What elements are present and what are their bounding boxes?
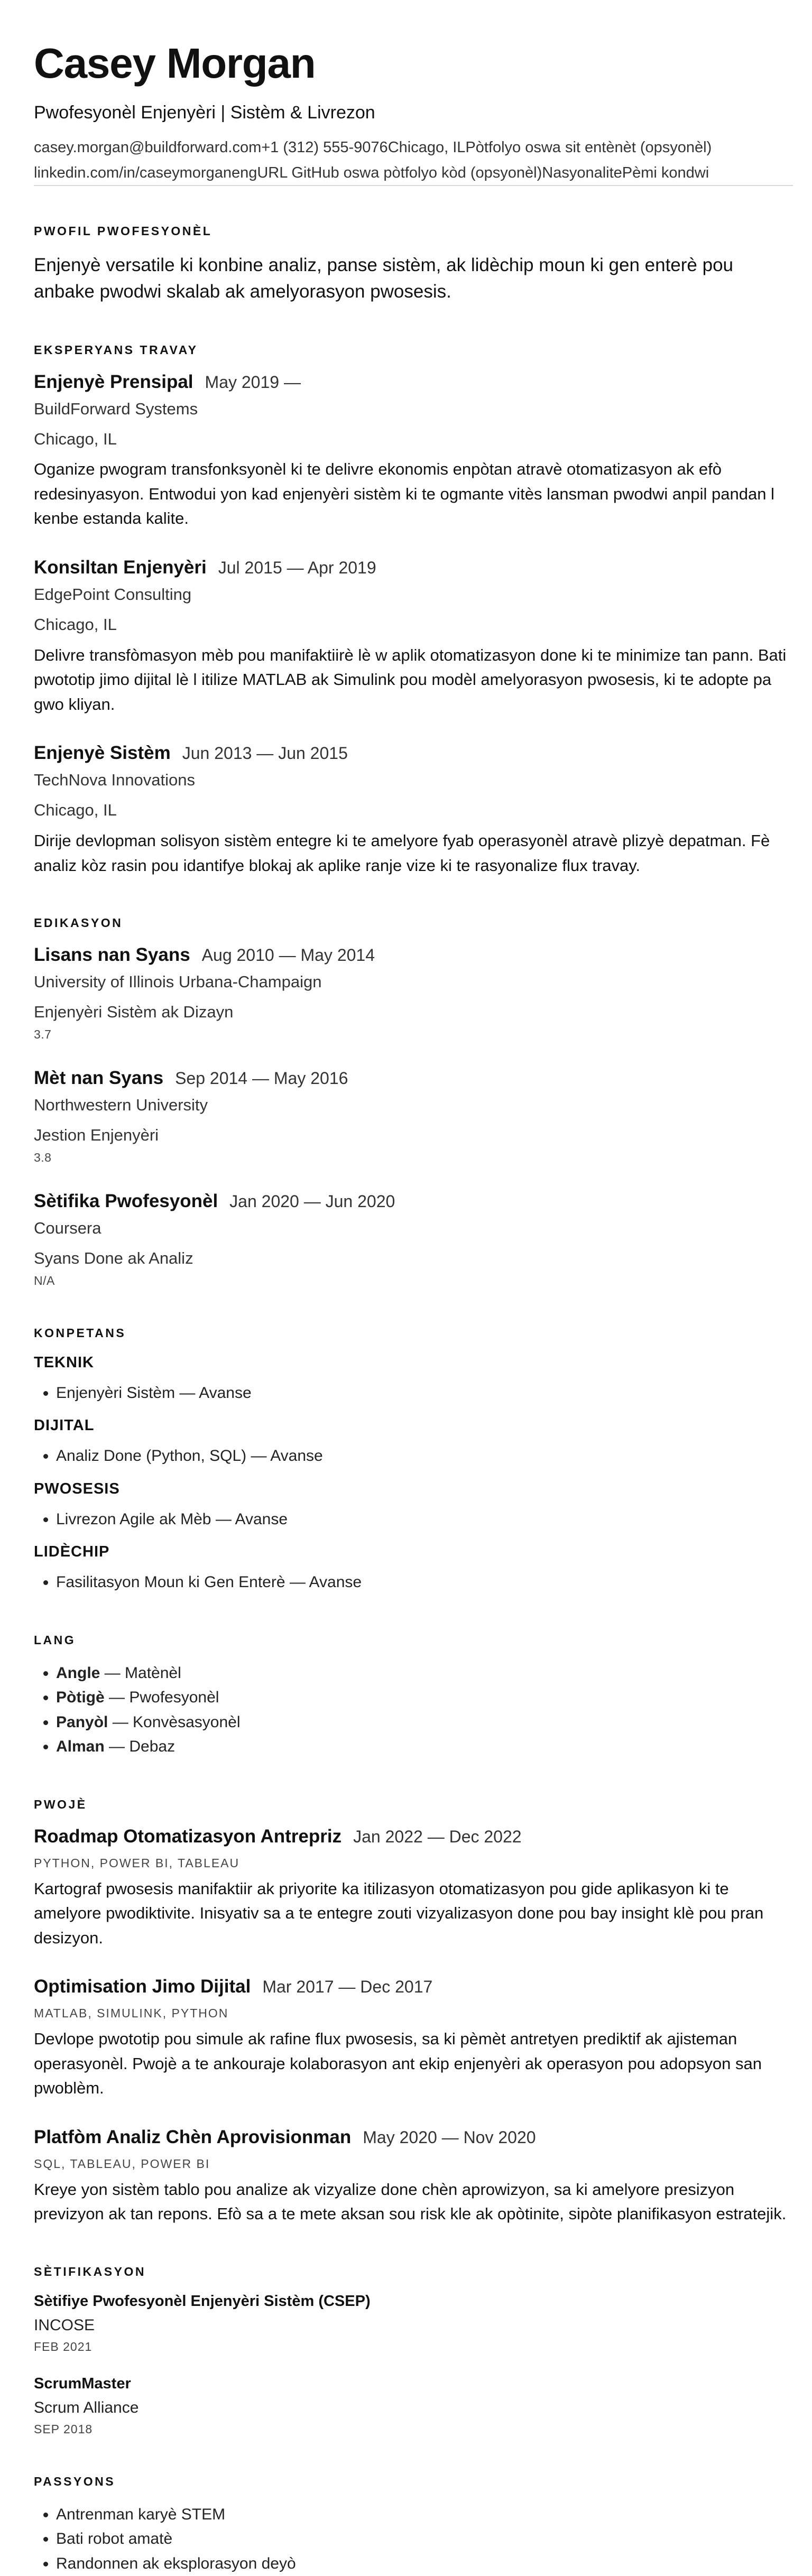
project-tags: MATLAB, SIMULINK, PYTHON — [34, 2006, 229, 2021]
project-description: Kreye yon sistèm tablo pou analize ak vizyalize done chèn aprowizyon, sa ki amelyore presizyon previzyon ak tan repons. Efò sa a te mete aksan sou risk kle ak opòtinite, sipòte planifikasyon estratejik. — [34, 2180, 787, 2223]
language-item — [56, 1661, 791, 1686]
education-entry — [34, 1190, 791, 1288]
hobby-item: • Antrenman karyè STEM — [56, 2503, 791, 2527]
hobby-item: • Bati robot amatè — [56, 2527, 791, 2552]
degree-title: Lisans nan Syans — [34, 944, 190, 966]
project-title: Platfòm Analiz Chèn Aprovisionman — [34, 2126, 352, 2147]
field-of-study: Enjenyèri Sistèm ak Dizayn — [34, 1003, 234, 1022]
contact-info — [34, 138, 791, 183]
project-dates: Jan 2022 — Dec 2022 — [353, 1827, 522, 1846]
language-name: Alman — [56, 1738, 105, 1756]
projects-heading: PWOJÈ — [34, 1797, 87, 1811]
school-name: Northwestern University — [34, 1096, 208, 1115]
skill-category: PWOSESIS — [34, 1480, 120, 1497]
school-name: University of Illinois Urbana-Champaign — [34, 972, 322, 992]
certifications-heading: SÈTIFIKASYON — [34, 2264, 146, 2278]
certification-date: SEP 2018 — [34, 2422, 93, 2436]
skill-category: TEKNIK — [34, 1354, 94, 1371]
summary-text: Enjenyè versatile ki konbine analiz, panse sistèm, ak lidèchip moun ki gen enterè pou anbake pwodwi skalab ak amelyorasyon pwosesis. — [34, 254, 733, 302]
job-location: Chicago, IL — [34, 801, 117, 820]
job-description: Delivre transfòmasyon mèb pou manifaktiirè lè w aplik otomatizasyon done ki te minimize tan pann. Bati pwototip jimo dijital lè l itilize MATLAB ak Simulink pou modèl amelyorasyon pwosesis, ki te adopte pa gwo kliyan. — [34, 645, 787, 714]
language-level: — Konvèsasyonèl — [108, 1713, 241, 1731]
degree-title: Sètifika Pwofesyonèl — [34, 1190, 218, 1211]
job-company: TechNova Innovations — [34, 771, 196, 790]
project-entry — [34, 2126, 791, 2227]
skill-category: LIDÈCHIP — [34, 1543, 110, 1561]
experience-heading: EKSPERYANS TRAVAY — [34, 342, 198, 357]
languages-list — [34, 1661, 791, 1759]
job-dates: Jun 2013 — Jun 2015 — [182, 744, 348, 763]
gpa: 3.7 — [34, 1027, 52, 1042]
summary-heading: PWOFIL PWOFESYONÈL — [34, 224, 213, 238]
skill-item: • Analiz Done (Python, SQL) — Avanse — [56, 1444, 791, 1469]
contact-phone[interactable]: +1 (312) 555-9076 — [261, 139, 388, 156]
project-dates: May 2020 — Nov 2020 — [363, 2127, 536, 2147]
job-title: Konsiltan Enjenyèri — [34, 557, 207, 578]
language-name: Angle — [56, 1664, 100, 1682]
language-level: — Pwofesyonèl — [104, 1689, 219, 1707]
job-description: Dirije devlopman solisyon sistèm entegre ki te amelyore fyab operasyonèl atravè plizyè depatman. Fè analiz kòz rasin pou idantifye blokaj ak aplike ranje vize ki te rasyonalize flux travay. — [34, 831, 770, 875]
project-dates: Mar 2017 — Dec 2017 — [262, 1977, 433, 1997]
skill-group — [34, 1354, 791, 1406]
job-location: Chicago, IL — [34, 429, 117, 448]
skill-group — [34, 1417, 791, 1469]
experience-entry — [34, 371, 791, 531]
project-description: Devlope pwototip pou simule ak rafine flux pwosesis, sa ki pèmèt antretyen prediktif ak ajisteman operasyonèl. Pwojè a te ankouraje kolaborasyon ant ekip enjenyèri ak operasyon pou adopsyon san pwoblèm. — [34, 2030, 762, 2098]
contact-drivers-license: Pèmi kondwi — [622, 164, 709, 182]
degree-dates: Sep 2014 — May 2016 — [175, 1069, 348, 1088]
certification-issuer: Scrum Alliance — [34, 2398, 139, 2416]
project-description: Kartograf pwosesis manifaktiir ak priyorite ka itilizasyon otomatizasyon pou gide aplikasyon ki te amelyore pwodiktivite. Inisyativ sa a te entegre zouti vizyalizasyon done pou bay insight klè pou pran desizyon. — [34, 1879, 764, 1947]
language-level: — Debaz — [104, 1738, 176, 1756]
skill-item: • Livrezon Agile ak Mèb — Avanse — [56, 1507, 791, 1532]
project-tags: SQL, TABLEAU, POWER BI — [34, 2156, 210, 2171]
contact-line-1 — [34, 138, 791, 157]
degree-dates: Jan 2020 — Jun 2020 — [229, 1191, 395, 1211]
header-divider — [34, 185, 793, 186]
project-title: Roadmap Otomatizasyon Antrepriz — [34, 1826, 342, 1847]
skill-item: • Fasilitasyon Moun ki Gen Enterè — Avanse — [56, 1570, 791, 1595]
skill-category: DIJITAL — [34, 1417, 95, 1434]
language-name: Pòtigè — [56, 1689, 105, 1707]
candidate-headline: Pwofesyonèl Enjenyèri | Sistèm & Livrezon — [34, 103, 375, 123]
experience-entry — [34, 557, 791, 717]
education-entry — [34, 1067, 791, 1165]
language-level: — Matènèl — [100, 1664, 181, 1682]
job-dates: Jul 2015 — Apr 2019 — [218, 558, 376, 577]
job-company: BuildForward Systems — [34, 399, 198, 418]
field-of-study: Syans Done ak Analiz — [34, 1248, 193, 1267]
education-heading: EDIKASYON — [34, 916, 123, 930]
project-entry — [34, 1826, 791, 1951]
skill-group — [34, 1543, 791, 1595]
contact-email[interactable]: casey.morgan@buildforward.com — [34, 139, 262, 156]
gpa: N/A — [34, 1273, 55, 1287]
education-entry — [34, 944, 791, 1042]
languages-heading: LANG — [34, 1633, 76, 1647]
job-title: Enjenyè Sistèm — [34, 743, 171, 764]
language-item — [56, 1735, 791, 1759]
certification-date: FEB 2021 — [34, 2339, 93, 2353]
language-item — [56, 1685, 791, 1710]
hobby-item: • Randonnen ak eksplorasyon deyò — [56, 2552, 791, 2576]
skill-item: • Enjenyèri Sistèm — Avanse — [56, 1381, 791, 1406]
project-title: Optimisation Jimo Dijital — [34, 1976, 251, 1997]
degree-title: Mèt nan Syans — [34, 1068, 164, 1089]
candidate-name: Casey Morgan — [34, 40, 316, 87]
certification-name: Sètifiye Pwofesyonèl Enjenyèri Sistèm (CSEP) — [34, 2292, 371, 2310]
degree-dates: Aug 2010 — May 2014 — [201, 946, 375, 965]
contact-portfolio[interactable]: Pòtfolyo oswa sit entènèt (opsyonèl) — [465, 139, 712, 156]
gpa: 3.8 — [34, 1150, 52, 1164]
job-location: Chicago, IL — [34, 615, 117, 634]
hobbies-list — [34, 2503, 791, 2576]
contact-line-2 — [34, 163, 791, 182]
job-description: Oganize pwogram transfonksyonèl ki te delivre ekonomis enpòtan atravè otomatizasyon ak efò redesinyasyon. Entwodui yon kad enjenyèri sistèm ki te ogmante vitès lansman pwodwi anpil pandan l kenbe estanda kalite. — [34, 460, 774, 528]
skills-heading: KONPETANS — [34, 1326, 126, 1340]
certification-entry — [34, 2293, 791, 2354]
job-dates: May 2019 — — [205, 372, 301, 392]
contact-github[interactable]: URL GitHub oswa pòtfolyo kòd (opsyonèl) — [257, 164, 542, 182]
skill-group — [34, 1480, 791, 1532]
school-name: Coursera — [34, 1218, 102, 1237]
contact-nationality: Nasyonalite — [542, 164, 622, 182]
contact-linkedin[interactable]: linkedin.com/in/caseymorganeng — [34, 164, 257, 182]
job-company: EdgePoint Consulting — [34, 585, 192, 604]
job-title: Enjenyè Prensipal — [34, 371, 193, 392]
language-name: Panyòl — [56, 1713, 108, 1731]
hobbies-heading: PASSYONS — [34, 2474, 116, 2488]
certification-entry — [34, 2375, 791, 2436]
experience-entry — [34, 742, 791, 878]
project-tags: PYTHON, POWER BI, TABLEAU — [34, 1856, 240, 1870]
certification-issuer: INCOSE — [34, 2316, 95, 2334]
contact-location: Chicago, IL — [387, 139, 466, 156]
field-of-study: Jestion Enjenyèri — [34, 1126, 159, 1145]
language-item — [56, 1710, 791, 1735]
certification-name: ScrumMaster — [34, 2375, 131, 2392]
project-entry — [34, 1976, 791, 2101]
